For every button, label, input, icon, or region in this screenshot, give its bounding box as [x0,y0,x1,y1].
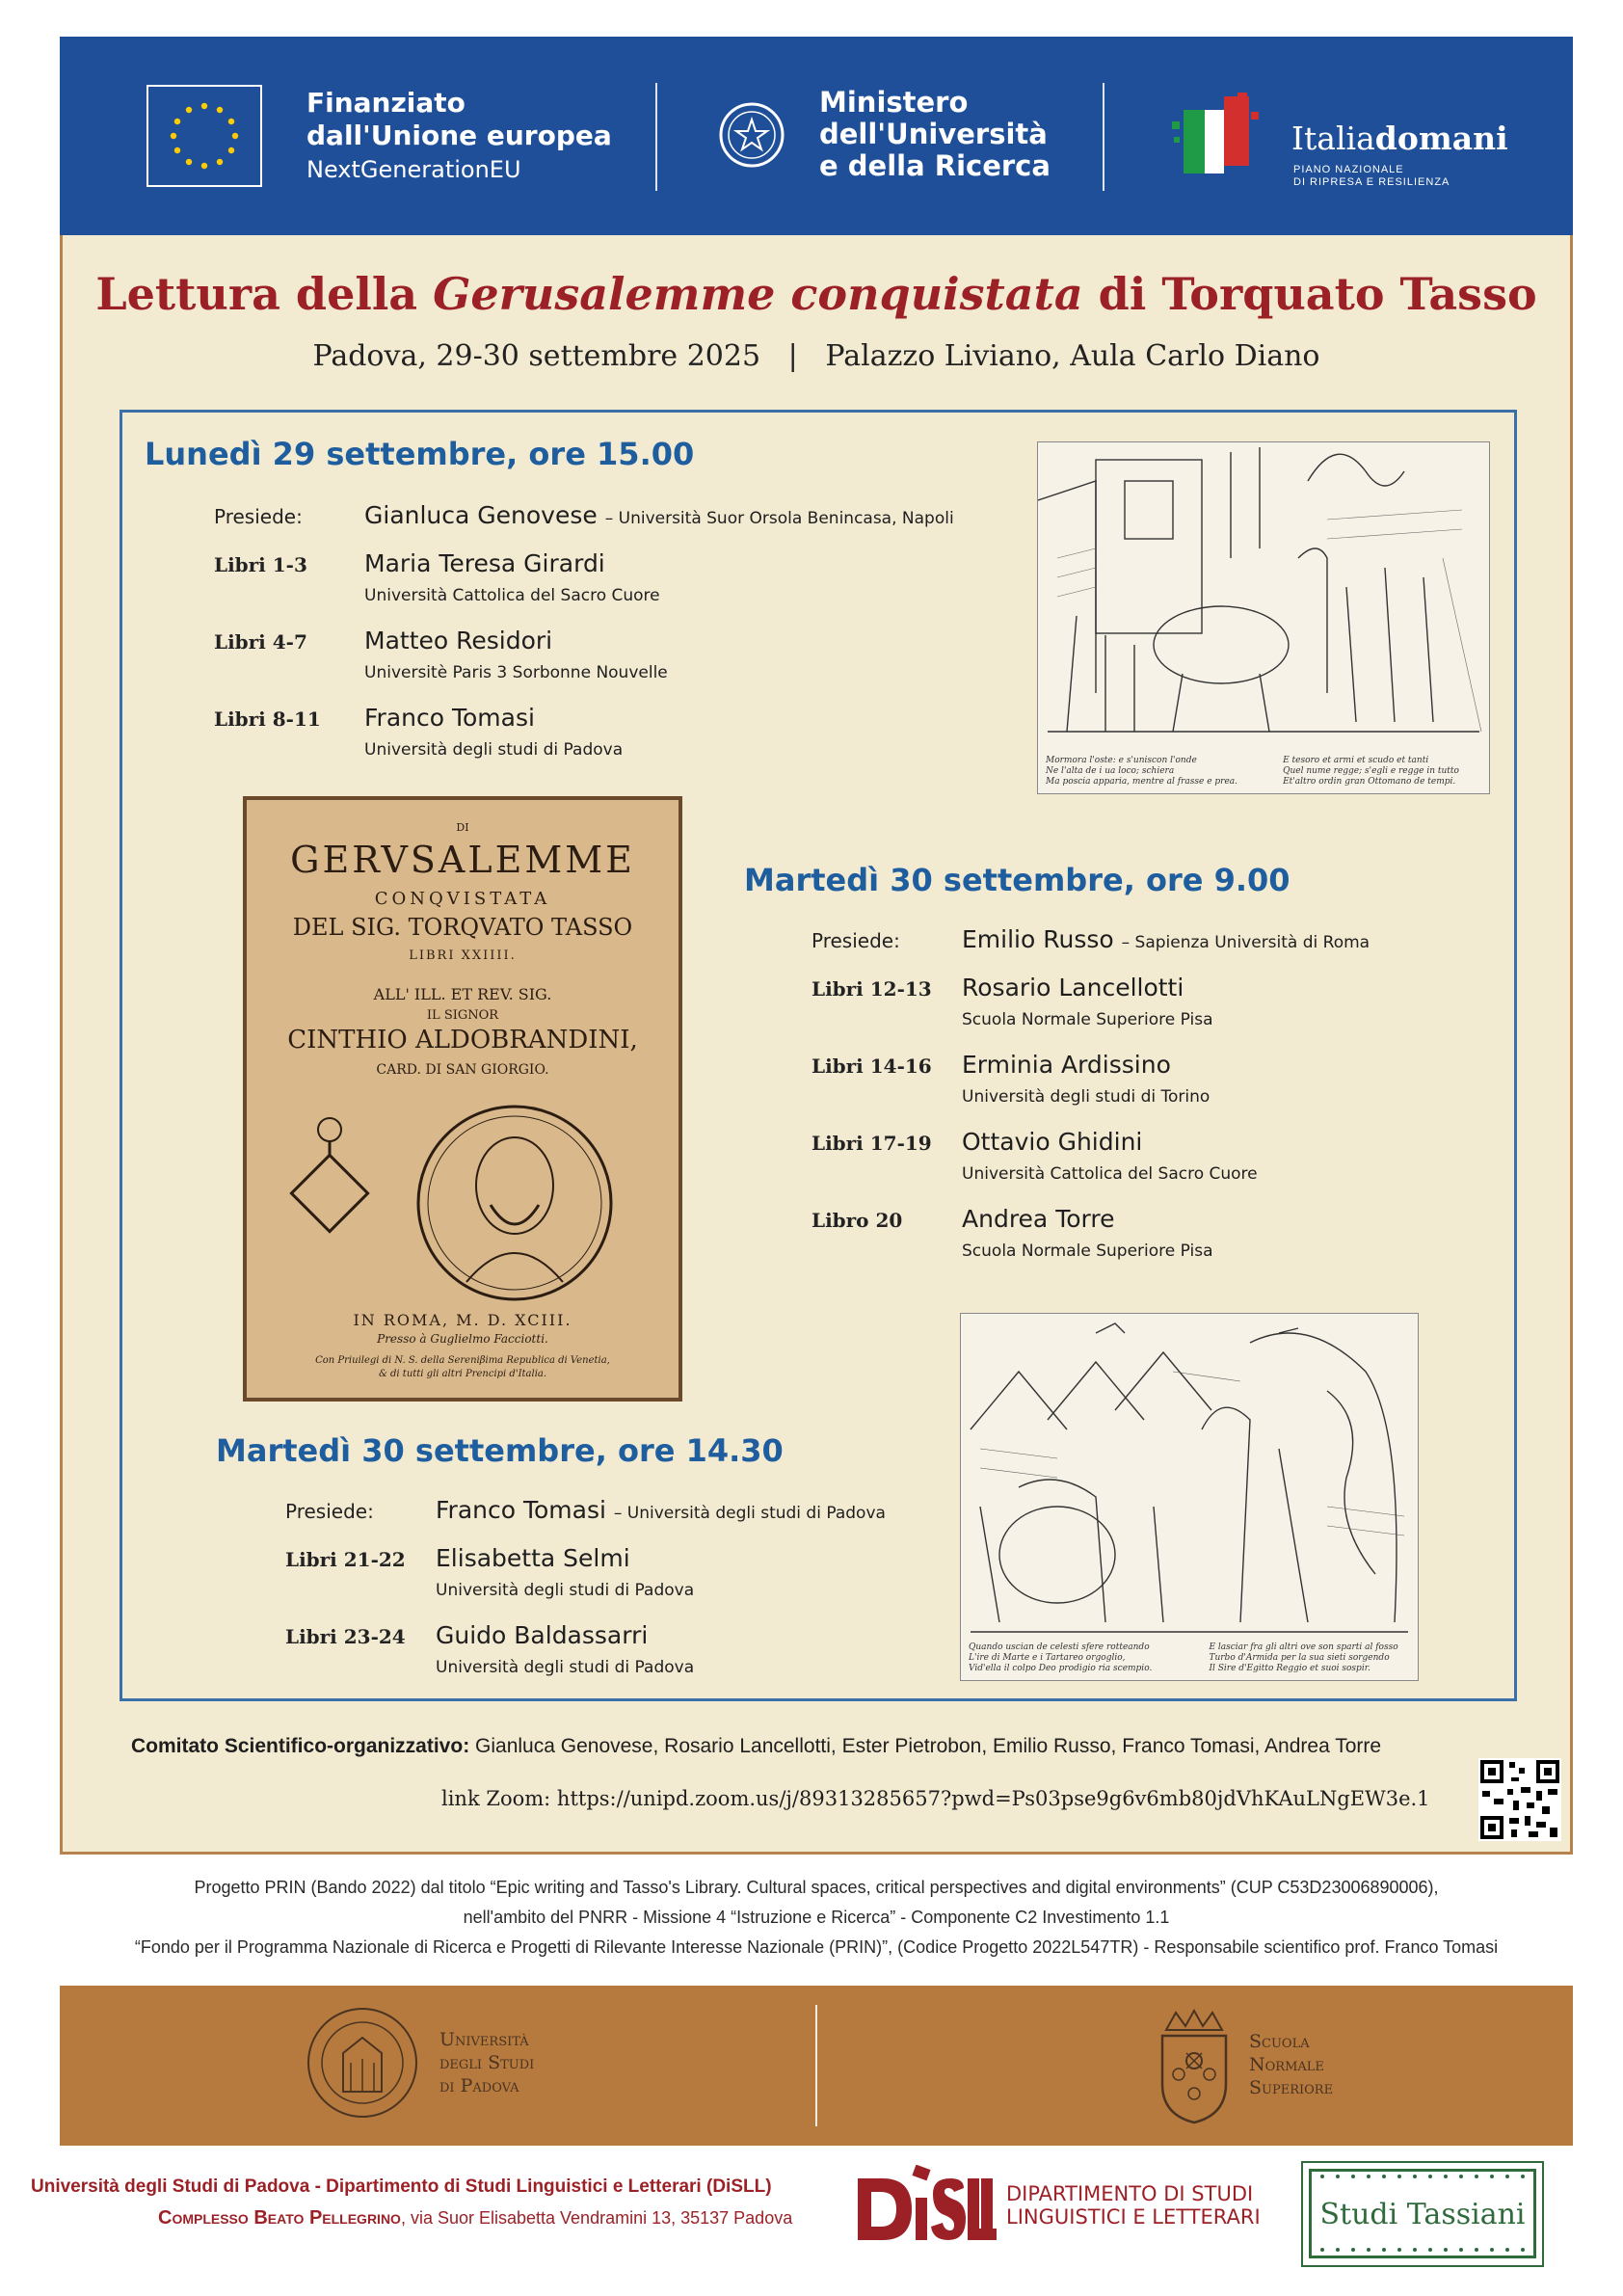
speaker-affiliation: Università degli studi di Torino [962,1087,1211,1107]
tassiani-text: Studi Tassiani [1319,2198,1526,2231]
session-2-chair-label: Presiede: [812,929,900,952]
session-1-chair-name: Gianluca Genovese [364,501,598,529]
engraving-1-caption-left: Mormora l'oste: e s'uniscon l'onde Ne l'alta de i ua loco; schiera Ma poscia apparia, mentre al frasse e prea. [1046,756,1238,787]
talk-label: Libri 12-13 [812,977,932,1001]
department-name: Università degli Studi di Padova - Dipartimento di Studi Linguistici e Letterari (DiSLL) [31,2176,772,2197]
committee-names: Gianluca Genovese, Rosario Lancellotti, Ester Pietrobon, Emilio Russo, Franco Tomasi, Andrea Torre [475,1735,1382,1757]
book-line: DI [456,821,469,834]
talk-label: Libri 21-22 [285,1548,406,1571]
complex-name: Complesso Beato Pellegrino [158,2207,401,2229]
committee-label: Comitato Scientifico-organizzativo: [131,1735,470,1757]
event-subtitle: Padova, 29-30 settembre 2025 | Palazzo Liviano, Aula Carlo Diano [312,339,1320,373]
zoom-link [441,1787,1430,1810]
book-line: & di tutti gli altri Prencipi d'Italia. [378,1369,547,1379]
header-separator-1 [655,83,657,191]
zoom-url-link[interactable]: https://unipd.zoom.us/j/89313285657?pwd=Ps03pse9g6v6mb80jdVhKAuLNgEW3e.1 [556,1787,1430,1810]
talk-label: Libri 8-11 [214,707,321,731]
speaker-name: Elisabetta Selmi [436,1544,630,1572]
book-line: CINTHIO ALDOBRANDINI, [287,1026,638,1055]
session-2-chair [962,925,1370,953]
engraving-illustration-2 [960,1313,1419,1681]
speaker-affiliation: Scuola Normale Superiore Pisa [962,1010,1213,1029]
department-address [158,2207,792,2229]
ministry-line-1: Ministero [819,86,969,119]
session-1-chair-aff: – Università Suor Orsola Benincasa, Napoli [604,509,954,528]
talk-label: Libro 20 [812,1209,903,1232]
italia-domani-logo-icon [1166,93,1259,187]
eu-line-3: NextGenerationEU [306,156,521,183]
sns-line-1: Scuola [1249,2031,1310,2052]
project-note-line-2: nell'ambito del PNRR - Missione 4 “Istruzione e Ricerca” - Componente C2 Investimento 1.1 [463,1908,1170,1927]
talk-label: Libri 17-19 [812,1132,932,1155]
speaker-name: Franco Tomasi [364,704,535,732]
address-text: , via Suor Elisabetta Vendramini 13, 35137 Padova [400,2208,793,2228]
engraving-2-caption-right: E lasciar fra gli altri ove son sparti al fosso Turbo d'Armida per la sua sieti sorgendo Il Sire d'Egitto Reggio et suoi sospir. [1209,1642,1398,1673]
speaker-affiliation: Scuola Normale Superiore Pisa [962,1241,1213,1261]
pnrr-subtitle [1293,164,1450,189]
speaker-affiliation: Università degli studi di Padova [436,1658,695,1677]
event-title [60,268,1573,320]
title-pre: Lettura della [95,268,434,320]
session-3-chair-aff: – Università degli studi di Padova [613,1504,886,1523]
book-line: CONQVISTATA [374,889,551,909]
ministry-text [819,87,1051,182]
book-line: LIBRI XXIIII. [409,948,517,963]
disll-line-2: LINGUISTICI E LETTERARI [1006,2205,1261,2229]
book-portrait-icon [274,1089,659,1301]
talk-label: Libri 4-7 [214,630,307,654]
speaker-name: Rosario Lancellotti [962,974,1184,1001]
engraving-illustration-1 [1037,441,1490,794]
sns-crest-icon [1147,2007,1241,2126]
studi-tassiani-logo [1301,2161,1544,2267]
eu-funding-text [306,87,612,152]
session-2-chair-aff: – Sapienza Università di Roma [1121,933,1370,952]
book-line: DEL SIG. TORQVATO TASSO [292,914,633,941]
book-line: Con Priuilegi di N. S. della Sereniβima Republica di Venetia, [315,1355,610,1366]
sns-line-2: Normale [1249,2054,1324,2075]
talk-label: Libri 14-16 [812,1055,932,1078]
qr-code-icon[interactable] [1478,1758,1561,1841]
speaker-affiliation: Università degli studi di Padova [364,740,624,760]
disll-line-1: DIPARTIMENTO DI STUDI [1006,2182,1254,2205]
pnrr-line-2: DI RIPRESA E RESILIENZA [1293,176,1450,188]
title-post: di Torquato Tasso [1082,268,1537,320]
title-italic: Gerusalemme conquistata [433,268,1083,320]
session-3-chair [436,1496,886,1524]
talk-label: Libri 23-24 [285,1625,406,1648]
disll-logo-icon [858,2165,997,2252]
speaker-name: Ottavio Ghidini [962,1128,1143,1156]
engraving-2-caption-left: Quando uscian de celesti sfere rotteando L'ire di Marte e i Tartareo orgoglio, Vid'ella il colpo Deo prodigio ria scempio. [969,1642,1153,1673]
header-separator-2 [1103,83,1104,191]
session-3-title: Martedì 30 settembre, ore 14.30 [216,1432,784,1469]
project-note-line-1: Progetto PRIN (Bando 2022) dal titolo “Epic writing and Tasso's Library. Cultural spaces, critical perspectives and digital environments” (CUP C53D23006890006), [194,1878,1439,1897]
project-note-line-3: “Fondo per il Programma Nazionale di Ricerca e Progetti di Rilevante Interesse Nazionale (PRIN)”, (Codice Progetto 2022L547TR) - Responsabile scientifico prof. Franco Tomasi [134,1937,1499,1957]
session-1-title: Lunedì 29 settembre, ore 15.00 [145,436,695,472]
engraving-1-caption-right: E tesoro et armi et scudo et tanti Quel nume regge; s'egli e regge in tutto Et'altro ordin gran Ottomano de tempi. [1283,756,1459,787]
speaker-affiliation: Universitè Paris 3 Sorbonne Nouvelle [364,663,668,682]
speaker-name: Matteo Residori [364,627,553,654]
eu-flag-icon [146,85,262,187]
unipd-line-1: Università [439,2029,529,2050]
italia-word: Italia [1291,120,1375,157]
italia-domani-wordmark [1291,120,1508,157]
ministry-line-3: e della Ricerca [819,149,1051,182]
book-line: IL SIGNOR [426,1008,499,1023]
eu-line-1: Finanziato [306,87,466,119]
pnrr-line-1: PIANO NAZIONALE [1293,164,1404,175]
zoom-label: link Zoom: [441,1787,551,1810]
institutions-separator [815,2005,817,2126]
session-2-title: Martedì 30 settembre, ore 9.00 [744,862,1290,898]
session-1-chair [364,501,954,529]
speaker-name: Andrea Torre [962,1205,1115,1233]
disll-text [1006,2182,1261,2229]
unipd-logo-text [439,2028,534,2097]
unipd-line-2: degli Studi [439,2052,535,2073]
book-line: IN ROMA, M. D. XCIII. [353,1311,572,1329]
book-line: GERVSALEMME [290,839,635,881]
talk-label: Libri 1-3 [214,553,307,576]
session-3-chair-name: Franco Tomasi [436,1496,606,1524]
session-1-chair-label: Presiede: [214,505,303,528]
sns-line-3: Superiore [1249,2077,1334,2098]
unipd-seal-icon [305,2005,420,2121]
speaker-affiliation: Università Cattolica del Sacro Cuore [962,1164,1258,1184]
sns-logo-text [1249,2030,1333,2099]
speaker-name: Erminia Ardissino [962,1051,1171,1079]
session-2-chair-name: Emilio Russo [962,925,1114,953]
speaker-name: Guido Baldassarri [436,1621,649,1649]
book-line: CARD. DI SAN GIORGIO. [376,1062,549,1078]
book-title-page-image [243,796,682,1402]
unipd-line-3: di Padova [439,2075,519,2096]
ministry-line-2: dell'Università [819,118,1048,150]
scientific-committee [131,1735,1381,1758]
session-3-chair-label: Presiede: [285,1500,374,1523]
eu-line-2: dall'Unione europea [306,120,612,151]
speaker-affiliation: Università Cattolica del Sacro Cuore [364,586,660,605]
book-line: ALL' ILL. ET REV. SIG. [373,985,552,1003]
ministry-emblem-icon [715,91,788,183]
domani-word: domani [1374,120,1508,157]
speaker-affiliation: Università degli studi di Padova [436,1581,695,1600]
book-line: Presso à Guglielmo Facciotti. [377,1332,548,1346]
speaker-name: Maria Teresa Girardi [364,549,605,577]
